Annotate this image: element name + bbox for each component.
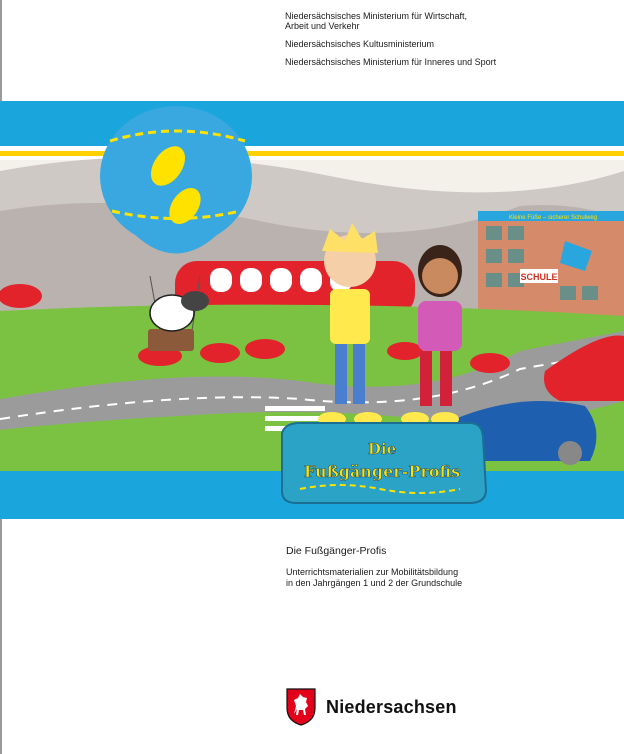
cover-logo-subtitle: Fußgänger-Profis (303, 462, 461, 481)
cover-illustration (0, 101, 624, 519)
cover-logo-title: Die (367, 440, 397, 458)
ministry-interior (285, 57, 605, 67)
brand-name: Niedersachsen (326, 696, 457, 717)
ministry-list (285, 11, 605, 75)
ministry-culture (285, 39, 605, 49)
school-sign: SCHULE (520, 272, 558, 282)
document-subtitle-line1: Unterrichtsmaterialien zur Mobilitätsbildung (286, 567, 459, 577)
ministry-economy-line2: Arbeit und Verkehr (285, 21, 360, 31)
ministry-interior-line1: Niedersächsisches Ministerium für Inneres und Sport (285, 57, 497, 67)
ministry-economy-line1: Niedersächsisches Ministerium für Wirtschaft, (285, 11, 468, 21)
school-building (478, 211, 624, 323)
document-subtitle (286, 567, 462, 589)
ministry-economy (285, 11, 605, 31)
school-banner-text: Kleine Füße – sicherer Schulweg (508, 215, 598, 221)
document-title: Die Fußgänger-Profis (286, 545, 387, 557)
document-subtitle-line2: in den Jahrgängen 1 und 2 der Grundschule (286, 578, 463, 588)
niedersachsen-brand (286, 688, 457, 726)
ministry-culture-line1: Niedersächsisches Kultusministerium (285, 39, 435, 49)
cover-logo-box (282, 423, 486, 503)
coat-of-arms-icon (286, 688, 316, 726)
